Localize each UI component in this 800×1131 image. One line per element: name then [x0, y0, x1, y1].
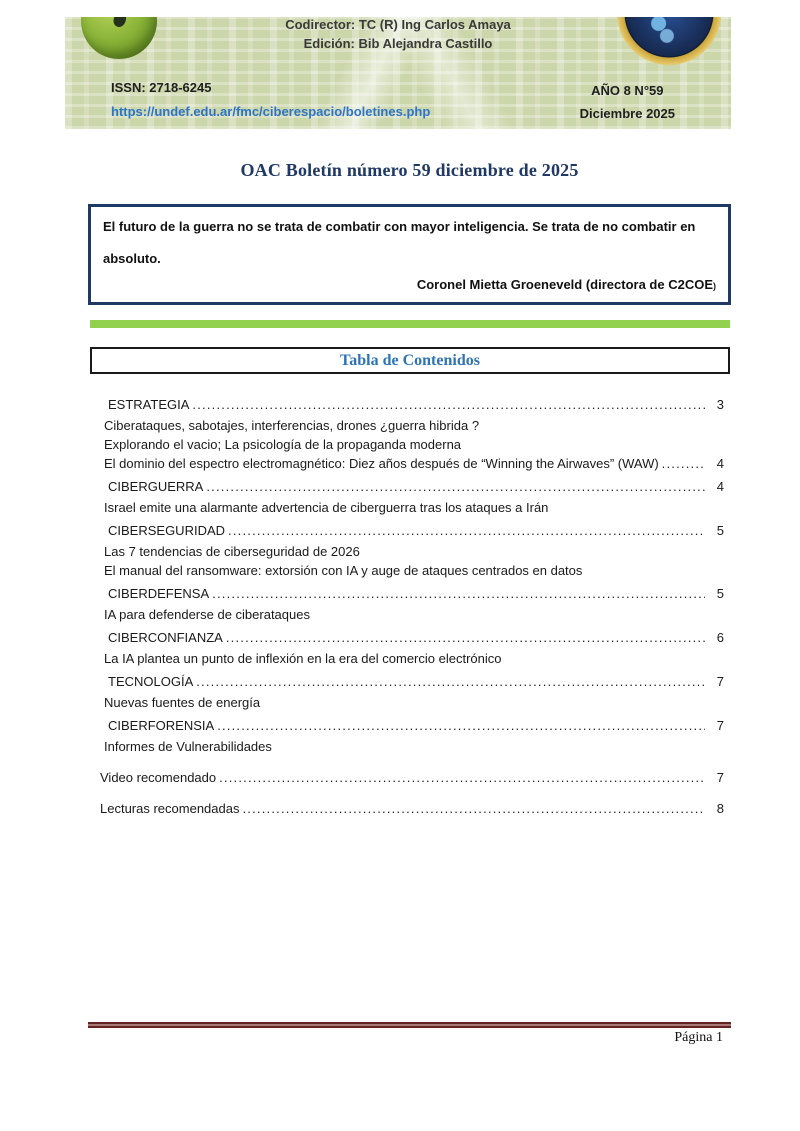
toc-item-label: IA para defenderse de ciberataques	[104, 607, 310, 622]
toc-page-number: 8	[716, 801, 724, 816]
toc-leader-dots	[226, 628, 705, 647]
year-number-label: AÑO 8 N°59	[591, 83, 664, 98]
toc-item[interactable]	[90, 799, 730, 818]
toc-item[interactable]	[90, 477, 730, 496]
toc-item-label: La IA plantea un punto de inflexión en la era del comercio electrónico	[104, 651, 502, 666]
toc-leader-dots	[228, 521, 705, 540]
toc-item-label: CIBERDEFENSA	[108, 586, 210, 601]
toc-item[interactable]	[90, 395, 730, 414]
toc-item-label: Israel emite una alarmante advertencia de ciberguerra tras los ataques a Irán	[104, 500, 549, 515]
toc-item-label: Ciberataques, sabotajes, interferencias, drones ¿guerra hibrida ?	[104, 418, 480, 433]
toc-leader-dots	[206, 477, 705, 496]
toc-item[interactable]	[90, 542, 730, 561]
footer-divider	[88, 1022, 731, 1028]
toc-page-number: 5	[716, 586, 724, 601]
quote-text: El futuro de la guerra no se trata de combatir con mayor inteligencia. Se trata de no combatir en absoluto.	[103, 219, 696, 266]
toc-leader-dots	[219, 768, 705, 787]
toc-item[interactable]	[90, 498, 730, 517]
quote-box	[88, 204, 731, 305]
toc-leader-dots	[662, 454, 705, 473]
codirector-line: Codirector: TC (R) Ing Carlos Amaya	[285, 17, 511, 32]
toc-item[interactable]	[90, 561, 730, 580]
toc-item-label: ESTRATEGIA	[108, 397, 190, 412]
toc-page-number: 5	[716, 523, 724, 538]
toc-item-label: El manual del ransomware: extorsión con IA y auge de ataques centrados en datos	[104, 563, 583, 578]
toc-page-number: 7	[716, 718, 724, 733]
toc-item-label: Nuevas fuentes de energía	[104, 695, 261, 710]
toc-leader-dots	[212, 584, 705, 603]
toc-page-number: 7	[716, 674, 724, 689]
toc-item-label: El dominio del espectro electromagnético: Diez años después de “Winning the Airwaves” (WAW)	[104, 456, 659, 471]
toc-leader-dots	[192, 395, 705, 414]
toc-item-label: CIBERSEGURIDAD	[108, 523, 226, 538]
toc-leader-dots	[217, 716, 705, 735]
month-label: Diciembre 2025	[579, 106, 675, 121]
toc-item[interactable]	[90, 605, 730, 624]
toc-item[interactable]	[90, 768, 730, 787]
toc-item[interactable]	[90, 628, 730, 647]
toc-title: Tabla de Contenidos	[340, 351, 480, 369]
toc-item-label: CIBERFORENSIA	[108, 718, 215, 733]
toc-item-label: TECNOLOGÍA	[108, 674, 194, 689]
toc-item-label: Las 7 tendencias de ciberseguridad de 2026	[104, 544, 360, 559]
banner-credits	[65, 17, 731, 53]
edicion-line: Edición: Bib Alejandra Castillo	[303, 36, 493, 51]
toc-item[interactable]	[90, 435, 730, 454]
toc-item[interactable]	[90, 649, 730, 668]
toc-item[interactable]	[90, 672, 730, 691]
toc-header-box	[90, 347, 730, 374]
boletines-url-link[interactable]: https://undef.edu.ar/fmc/ciberespacio/boletines.php	[111, 104, 431, 119]
toc-item-label: Explorando el vacio; La psicología de la propaganda moderna	[104, 437, 462, 452]
toc-item-label: Lecturas recomendadas	[100, 801, 240, 816]
green-divider	[90, 320, 730, 328]
toc-item[interactable]	[90, 693, 730, 712]
page-title: OAC Boletín número 59 diciembre de 2025	[240, 160, 579, 180]
toc-page-number: 3	[716, 397, 724, 412]
toc-item-label: CIBERCONFIANZA	[108, 630, 223, 645]
toc-page-number: 4	[716, 456, 724, 471]
toc-item[interactable]	[90, 521, 730, 540]
header-banner	[65, 17, 731, 129]
toc-leader-dots	[242, 799, 705, 818]
toc-page-number: 6	[716, 630, 724, 645]
toc-item[interactable]	[90, 584, 730, 603]
toc-item[interactable]	[90, 454, 730, 473]
toc-item-label: Video recomendado	[100, 770, 217, 785]
toc-item[interactable]	[90, 716, 730, 735]
toc-item-label: CIBERGUERRA	[108, 479, 204, 494]
toc-leader-dots	[196, 672, 705, 691]
toc-item[interactable]	[90, 737, 730, 756]
toc-item[interactable]	[90, 416, 730, 435]
quote-attribution: Coronel Mietta Groeneveld (directora de C2COE)	[416, 277, 716, 292]
toc-page-number: 7	[716, 770, 724, 785]
page-number: Página 1	[674, 1030, 723, 1045]
toc-item-label: Informes de Vulnerabilidades	[104, 739, 272, 754]
toc-page-number: 4	[716, 479, 724, 494]
table-of-contents	[90, 391, 730, 818]
issn-label: ISSN: 2718-6245	[111, 80, 212, 95]
